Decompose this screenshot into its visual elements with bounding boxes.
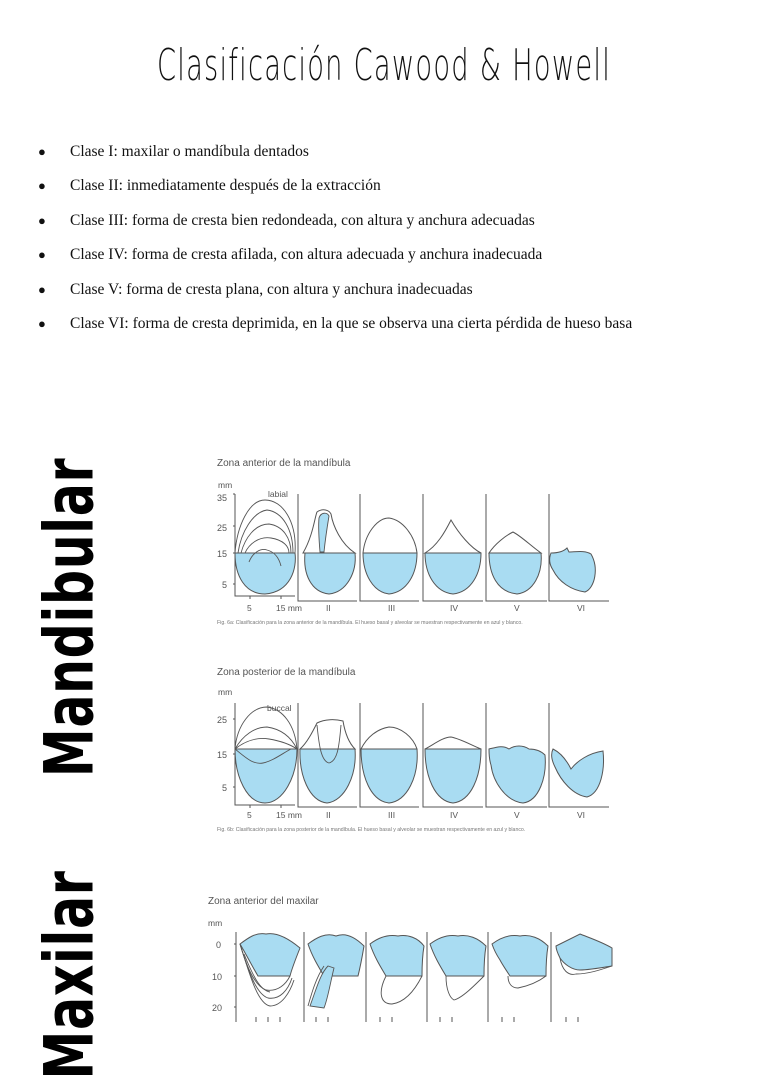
x-tick-label: 5 <box>247 810 252 820</box>
figure-caption: Fig. 6b: Clasificación para la zona posterior de la mandíbula. El hueso basal y alveolar se muestran respectivamente en azul y blanco. <box>217 827 526 833</box>
list-item-text: Clase VI: forma de cresta deprimida, en la que se observa una cierta pérdida de hueso basa <box>70 314 633 332</box>
class-label: V <box>514 603 520 613</box>
figure-svg <box>205 665 625 845</box>
list-item-text: Clase V: forma de cresta plana, con altura y anchura inadecuadas <box>70 280 473 298</box>
y-tick-label: 5 <box>222 580 228 590</box>
x-tick-label: 15 mm <box>276 810 302 820</box>
list-item <box>38 174 758 208</box>
class-label: IV <box>450 810 459 820</box>
figure-svg <box>196 894 626 1024</box>
list-item-text: Clase IV: forma de cresta afilada, con altura adecuada y anchura inadecuada <box>70 246 543 264</box>
figure-title: Zona anterior del maxilar <box>208 896 319 907</box>
side-label-maxilar: Maxilar <box>30 870 110 1080</box>
class-label: VI <box>577 810 586 820</box>
x-tick-label: 5 <box>247 603 252 613</box>
class-label: II <box>326 603 331 613</box>
x-tick-label: 15 mm <box>276 603 302 613</box>
bullet-icon: ● <box>38 144 46 159</box>
y-tick-label: 25 <box>217 715 228 725</box>
class-label: VI <box>577 603 586 613</box>
y-tick-label: 15 <box>217 750 228 760</box>
list-item <box>38 243 758 277</box>
page-title: Clasificación Cawood & Howell <box>156 40 612 91</box>
list-item-text: Clase II: inmediatamente después de la extracción <box>70 177 381 195</box>
side-label-mandibular: Mandibular <box>30 457 110 778</box>
buccal-label: buccal <box>267 703 292 713</box>
unit-label: mm <box>218 687 233 697</box>
bullet-icon: ● <box>38 281 46 297</box>
y-tick-label: 15 <box>217 549 228 559</box>
figure-anterior-maxilla <box>196 894 626 1024</box>
figure-svg <box>205 456 625 632</box>
figure-caption: Fig. 6a: Clasificación para la zona anterior de la mandíbula. El hueso basal y alveolar se muestran respectivamente en azul y blanco. <box>217 620 523 626</box>
unit-label: mm <box>208 918 223 928</box>
figure-title: Zona posterior de la mandíbula <box>217 667 356 678</box>
bullet-icon: ● <box>38 247 46 263</box>
class-label: IV <box>450 603 459 613</box>
figure-title: Zona anterior de la mandíbula <box>217 458 351 469</box>
list-item <box>38 209 758 243</box>
figure-posterior-mandible <box>205 665 625 845</box>
class-label: III <box>388 810 396 820</box>
y-tick-label: 0 <box>216 940 222 950</box>
class-label: V <box>514 810 520 820</box>
y-tick-label: 25 <box>217 523 228 533</box>
labial-label: labial <box>268 489 288 499</box>
y-tick-label: 20 <box>212 1003 223 1013</box>
unit-label: mm <box>218 480 233 490</box>
figure-anterior-mandible <box>205 456 625 632</box>
list-item-text: Clase I: maxilar o mandíbula dentados <box>70 143 309 160</box>
bullet-icon: ● <box>38 315 46 331</box>
class-label: II <box>326 810 331 820</box>
y-tick-label: 10 <box>212 972 223 982</box>
list-item-text: Clase III: forma de cresta bien redondeada, con altura y anchura adecuadas <box>70 211 535 229</box>
list-item <box>38 312 758 346</box>
list-item <box>38 140 758 174</box>
y-tick-label: 5 <box>222 783 228 793</box>
y-tick-label: 35 <box>217 493 228 503</box>
list-item <box>38 278 758 312</box>
class-label: III <box>388 603 396 613</box>
bullet-icon: ● <box>38 178 46 194</box>
bullet-icon: ● <box>38 212 46 228</box>
class-list <box>38 140 758 346</box>
